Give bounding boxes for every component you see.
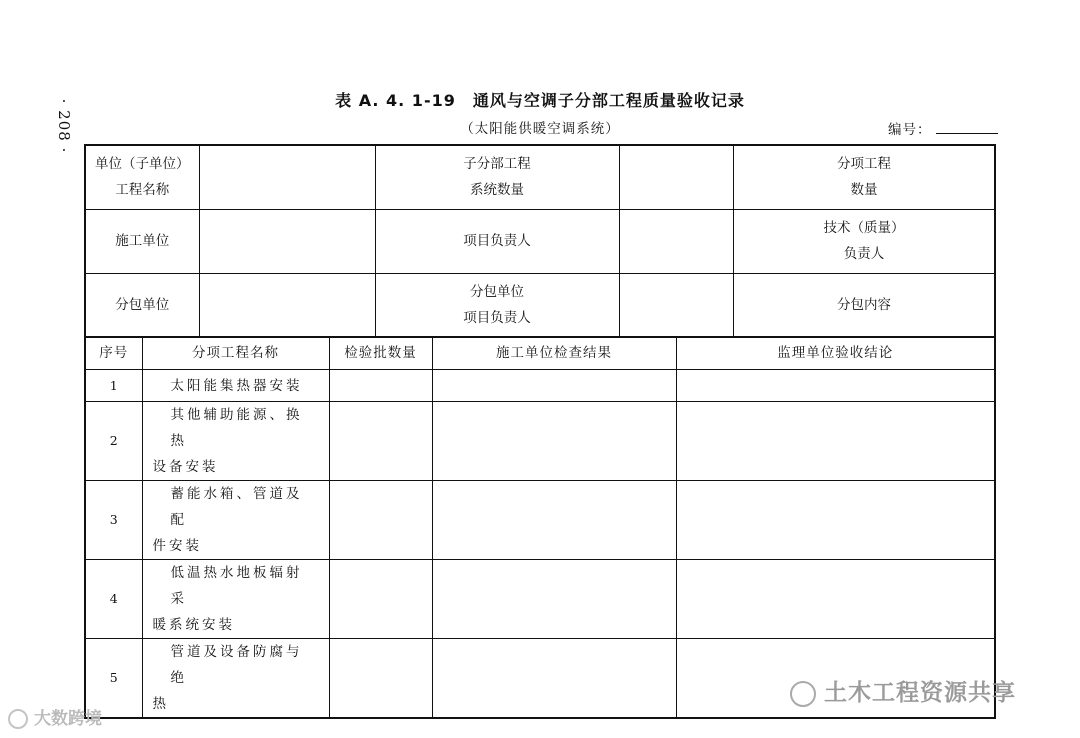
row-seq: 1 [85, 370, 142, 402]
col-header-name: 分项工程名称 [142, 337, 329, 370]
serial-label: 编号： [888, 122, 932, 138]
serial-number-field [888, 118, 998, 138]
row-batch-count[interactable] [329, 639, 432, 719]
table-header-row [85, 337, 995, 370]
col-header-batches: 检验批数量 [329, 337, 432, 370]
row-item-name: 太阳能集热器安装 [142, 370, 329, 402]
col-header-check: 施工单位检查结果 [432, 337, 676, 370]
acceptance-record-table [84, 144, 996, 338]
col-header-conclusion: 监理单位验收结论 [676, 337, 995, 370]
subcontractor-lead-label: 分包单位 项目负责人 [375, 273, 619, 337]
row-check-result[interactable] [432, 481, 676, 560]
row-seq: 2 [85, 402, 142, 481]
row-batch-count[interactable] [329, 402, 432, 481]
row-conclusion[interactable] [676, 481, 995, 560]
unit-name-label: 单位（子单位） 工程名称 [85, 145, 199, 209]
row-check-result[interactable] [432, 370, 676, 402]
brand-logo-icon [8, 709, 28, 729]
subcontractor-lead-value[interactable] [619, 273, 733, 337]
row-batch-count[interactable] [329, 370, 432, 402]
col-header-seq: 序号 [85, 337, 142, 370]
unit-name-value[interactable] [199, 145, 375, 209]
row-batch-count[interactable] [329, 560, 432, 639]
tech-lead-label: 技术（质量） 负责人 [733, 209, 995, 273]
subdivision-value[interactable] [619, 145, 733, 209]
row-check-result[interactable] [432, 639, 676, 719]
item-count-label: 分项工程 数量 [733, 145, 995, 209]
watermark-right-text: 土木工程资源共享 [824, 680, 1016, 706]
contractor-value[interactable] [199, 209, 375, 273]
row-conclusion[interactable] [676, 370, 995, 402]
watermark-right [790, 674, 1016, 707]
row-check-result[interactable] [432, 402, 676, 481]
row-batch-count[interactable] [329, 481, 432, 560]
row-seq: 4 [85, 560, 142, 639]
subcontractor-value[interactable] [199, 273, 375, 337]
row-seq: 5 [85, 639, 142, 719]
items-table [84, 336, 996, 719]
page-number: · 208 · [55, 98, 73, 154]
row-item-name: 低温热水地板辐射采 暖系统安装 [142, 560, 329, 639]
table-subtitle: （太阳能供暖空调系统） [460, 121, 620, 137]
project-lead-label: 项目负责人 [375, 209, 619, 273]
serial-blank-line [936, 119, 998, 134]
info-row-3 [85, 273, 995, 337]
row-check-result[interactable] [432, 560, 676, 639]
row-conclusion[interactable] [676, 560, 995, 639]
table-row [85, 481, 995, 560]
project-lead-value[interactable] [619, 209, 733, 273]
info-row-1 [85, 145, 995, 209]
row-item-name: 管道及设备防腐与绝 热 [142, 639, 329, 719]
row-conclusion[interactable] [676, 402, 995, 481]
table-row [85, 370, 995, 402]
row-seq: 3 [85, 481, 142, 560]
contractor-label: 施工单位 [85, 209, 199, 273]
row-item-name: 蓄能水箱、管道及配 件安装 [142, 481, 329, 560]
table-row [85, 402, 995, 481]
table-row [85, 560, 995, 639]
table-title: 表 A. 4. 1-19 通风与空调子分部工程质量验收记录 [335, 91, 745, 110]
subdivision-label: 子分部工程 系统数量 [375, 145, 619, 209]
info-row-2 [85, 209, 995, 273]
row-item-name: 其他辅助能源、换热 设备安装 [142, 402, 329, 481]
watermark-left [8, 704, 102, 729]
watermark-left-text: 大数跨境 [34, 709, 102, 729]
subcontractor-label: 分包单位 [85, 273, 199, 337]
subcontract-content-label: 分包内容 [733, 273, 995, 337]
wechat-icon [790, 681, 816, 707]
